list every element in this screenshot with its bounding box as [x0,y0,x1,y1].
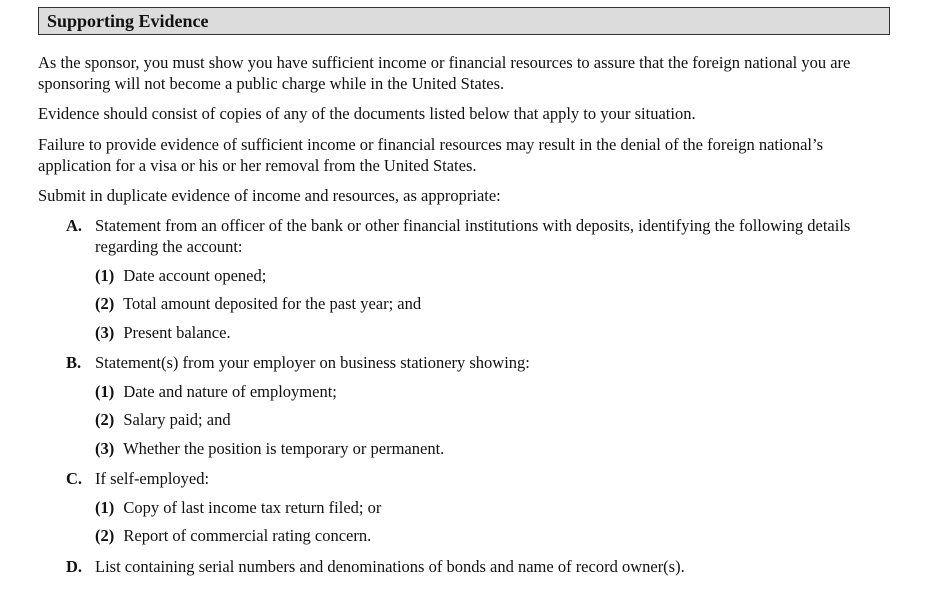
sub-item-marker: (2) [95,410,115,429]
sub-item-marker: (2) [95,526,115,545]
sub-item-a1 [95,265,875,286]
sub-item-text: Copy of last income tax return filed; or [123,498,382,517]
list-item-a [66,215,896,257]
sub-item-text: Date and nature of employment; [123,382,337,401]
sub-item-marker: (1) [95,266,115,285]
list-item-d [66,556,896,577]
sub-item-marker: (2) [95,294,115,313]
section-heading [38,7,890,35]
list-item-marker: C. [66,469,83,488]
sub-item-text: Whether the position is temporary or permanent. [123,439,445,458]
sub-item-c2 [95,525,875,546]
list-item-text: List containing serial numbers and denominations of bonds and name of record owner(s). [95,557,685,576]
sub-item-a3 [95,322,875,343]
list-item-text: Statement from an officer of the bank or other financial institutions with deposits, identifying the following details regarding the account: [95,216,851,256]
sub-item-marker: (3) [95,323,115,342]
sub-item-marker: (3) [95,439,115,458]
list-item-b [66,352,896,373]
sub-item-marker: (1) [95,498,115,517]
list-item-marker: B. [66,353,82,372]
paragraph-failure-warning: Failure to provide evidence of sufficient income or financial resources may result in the denial of the foreign national’s application for a visa or his or her removal from the United States. [38,135,824,175]
sub-item-text: Present balance. [123,323,231,342]
list-item-c [66,468,896,489]
list-item-text: If self-employed: [95,469,210,488]
sub-item-marker: (1) [95,382,115,401]
sub-item-text: Total amount deposited for the past year; and [123,294,422,313]
sub-item-text: Salary paid; and [123,410,231,429]
sub-item-text: Date account opened; [123,266,267,285]
sub-item-b2 [95,409,875,430]
sub-item-b3 [95,438,875,459]
paragraph-sponsor-requirement: As the sponsor, you must show you have sufficient income or financial resources to assure that the foreign national you are sponsoring will not become a public charge while in the United States. [38,53,851,93]
sub-item-c1 [95,497,875,518]
sub-item-text: Report of commercial rating concern. [123,526,372,545]
list-item-marker: A. [66,216,83,235]
sub-item-a2 [95,293,875,314]
list-item-marker: D. [66,557,83,576]
section-heading-label: Supporting Evidence [47,11,209,31]
paragraph-submit-instructions: Submit in duplicate evidence of income and resources, as appropriate: [38,186,501,205]
paragraph-evidence-copies: Evidence should consist of copies of any of the documents listed below that apply to your situation. [38,104,696,123]
list-item-text: Statement(s) from your employer on business stationery showing: [95,353,530,372]
sub-item-b1 [95,381,875,402]
